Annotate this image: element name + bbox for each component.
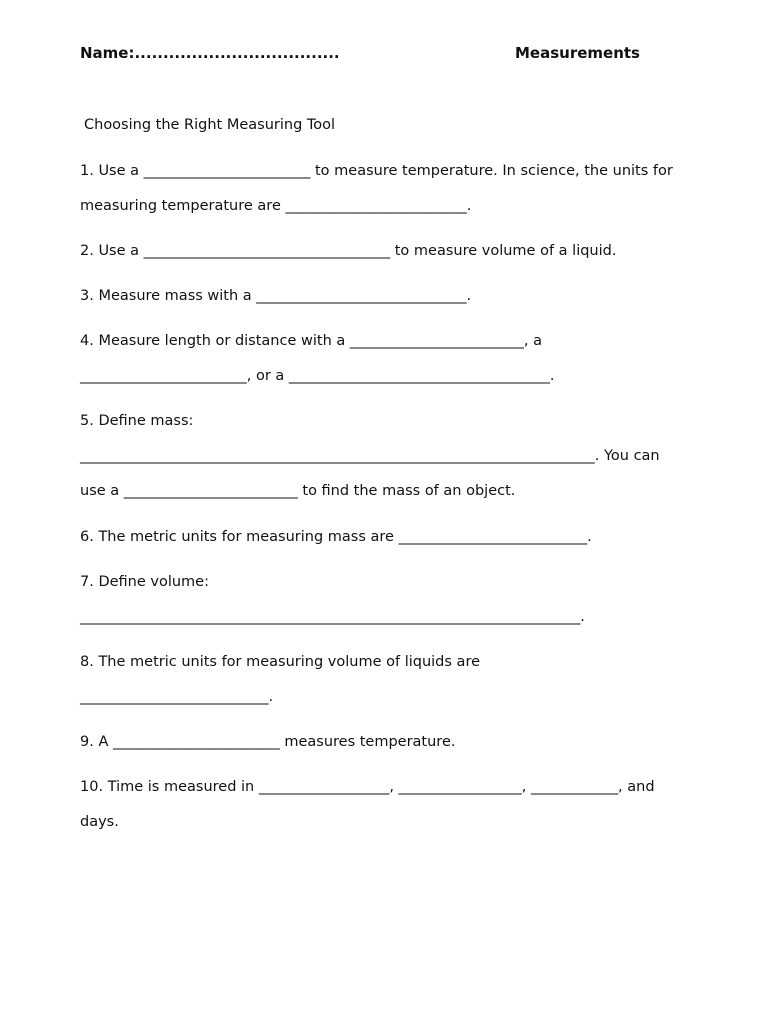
question-6: 6. The metric units for measuring mass are __________________________. [80, 529, 592, 545]
question-5-line-1: 5. Define mass: [80, 413, 194, 429]
question-9: 9. A _______________________ measures temperature. [80, 734, 456, 750]
question-10-line-2: days. [80, 814, 119, 830]
question-7-line-2: _____________________________________________________________________. [80, 609, 585, 625]
question-10-line-1: 10. Time is measured in __________________, _________________, ____________, and [80, 779, 655, 795]
question-4-line-2: _______________________, or a ____________________________________. [80, 368, 555, 384]
worksheet-title: Measurements [515, 44, 640, 62]
question-7-line-1: 7. Define volume: [80, 574, 209, 590]
question-1-line-2: measuring temperature are _________________________. [80, 198, 472, 214]
question-3: 3. Measure mass with a _____________________________. [80, 288, 472, 304]
question-1-line-1: 1. Use a _______________________ to measure temperature. In science, the units for [80, 163, 673, 179]
question-5-line-3: use a ________________________ to find the mass of an object. [80, 483, 516, 499]
name-field-label: Name:.................................... [80, 44, 340, 62]
question-5-line-2: _______________________________________________________________________. You can [80, 448, 660, 464]
question-8-line-2: __________________________. [80, 689, 274, 705]
section-subtitle: Choosing the Right Measuring Tool [84, 117, 336, 133]
question-2: 2. Use a __________________________________ to measure volume of a liquid. [80, 243, 617, 259]
question-4-line-1: 4. Measure length or distance with a ________________________, a [80, 333, 542, 349]
question-8-line-1: 8. The metric units for measuring volume of liquids are [80, 654, 481, 670]
